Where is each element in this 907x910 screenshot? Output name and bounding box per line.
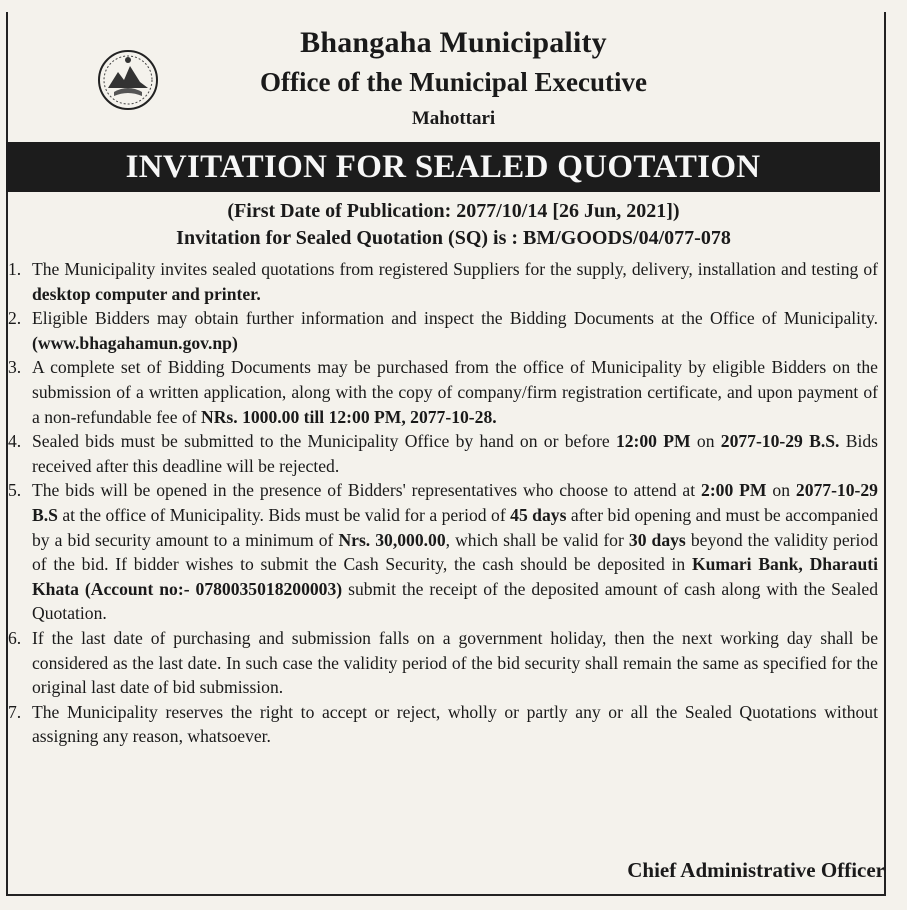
clause-run: Sealed bids must be submitted to the Municipality Office by hand on or before <box>32 431 616 452</box>
clause-text <box>32 257 878 306</box>
clause-item <box>8 257 878 306</box>
clause-number: 4. <box>8 431 22 452</box>
clause-number: 3. <box>8 357 22 378</box>
clause-emphasis: 2077-10-29 B.S. <box>720 431 840 452</box>
clause-item <box>8 355 878 429</box>
clause-text <box>32 355 878 429</box>
clause-list <box>8 257 878 749</box>
notice-title: INVITATION FOR SEALED QUOTATION <box>6 142 880 192</box>
clause-emphasis: 2:00 PM <box>701 480 767 501</box>
clause-number: 6. <box>8 627 22 648</box>
district-name: Mahottari <box>411 108 496 129</box>
clause-run: Bids received after this deadline will be rejected. <box>32 431 878 476</box>
clause-emphasis: Nrs. 30,000.00 <box>338 529 446 550</box>
clause-text <box>32 478 878 626</box>
clause-item <box>8 478 878 626</box>
clause-emphasis: 30 days <box>628 529 686 550</box>
clause-run: The Municipality reserves the right to accept or reject, wholly or partly any or all the Sealed Quotations without assigning any reason, whatsoever. <box>32 701 878 747</box>
office-name: Office of the Municipal Executive <box>260 67 647 97</box>
clause-run: The Municipality invites sealed quotations from registered Suppliers for the supply, delivery, installation and testing of <box>32 259 878 279</box>
clause-emphasis: desktop computer and printer. <box>32 283 261 304</box>
clause-text <box>32 306 878 355</box>
clause-emphasis: 2077-10-29 B.S <box>32 480 878 525</box>
clause-item <box>8 306 878 355</box>
clause-run: The bids will be opened in the presence of Bidders' representatives who choose to attend at <box>32 480 702 501</box>
clause-run: Eligible Bidders may obtain further information and inspect the Bidding Documents at the Office of Municipality. <box>32 308 878 329</box>
clause-number: 5. <box>8 480 22 501</box>
clause-emphasis: (www.bhagahamun.gov.np) <box>32 332 238 353</box>
clause-run: on <box>690 431 721 452</box>
publication-date: (First Date of Publication: 2077/10/14 [26 Jun, 2021]) <box>227 200 680 222</box>
signature: Chief Administrative Officer <box>627 858 885 882</box>
clause-emphasis: NRs. 1000.00 till 12:00 PM, 2077-10-28. <box>201 406 497 427</box>
clause-number: 7. <box>8 701 22 722</box>
clause-number: 1. <box>8 259 22 279</box>
clause-run: at the office of Municipality. Bids must be valid for a period of <box>57 504 511 525</box>
org-name: Bhangaha Municipality <box>300 26 607 59</box>
clause-run: after bid opening and must be accompanied by a bid security amount to a minimum of <box>32 504 879 550</box>
clause-item <box>8 700 878 749</box>
sq-reference: Invitation for Sealed Quotation (SQ) is : BM/GOODS/04/077-078 <box>176 227 731 249</box>
clause-emphasis: Kumari Bank, Dharauti Khata (Account no:- 0780035018200003) <box>32 554 879 599</box>
clause-run: A complete set of Bidding Documents may be purchased from the office of Municipality by eligible Bidders on the submission of a written application, along with the copy of company/firm registration certificate, and upon payment of a non-refundable fee of <box>32 357 878 427</box>
clause-emphasis: 12:00 PM <box>615 431 691 452</box>
clause-run: beyond the validity period of the bid. If bidder wishes to submit the Cash Security, the cash should be deposited in <box>32 529 878 575</box>
clause-run: If the last date of purchasing and submission falls on a government holiday, then the next working day shall be considered as the last date. In such case the validity period of the bid security shall remain the same as specified for the original last date of bid submission. <box>32 627 878 698</box>
clause-text <box>32 626 878 700</box>
clause-text <box>32 700 878 749</box>
clause-run: , which shall be valid for <box>445 529 629 550</box>
clause-emphasis: 45 days <box>510 504 567 525</box>
clause-run: submit the receipt of the deposited amount of cash along with the Sealed Quotation. <box>32 578 878 624</box>
clause-item <box>8 429 878 478</box>
clause-item <box>8 626 878 700</box>
clause-number: 2. <box>8 308 22 329</box>
clause-text <box>32 429 878 478</box>
clause-run: on <box>766 480 796 501</box>
